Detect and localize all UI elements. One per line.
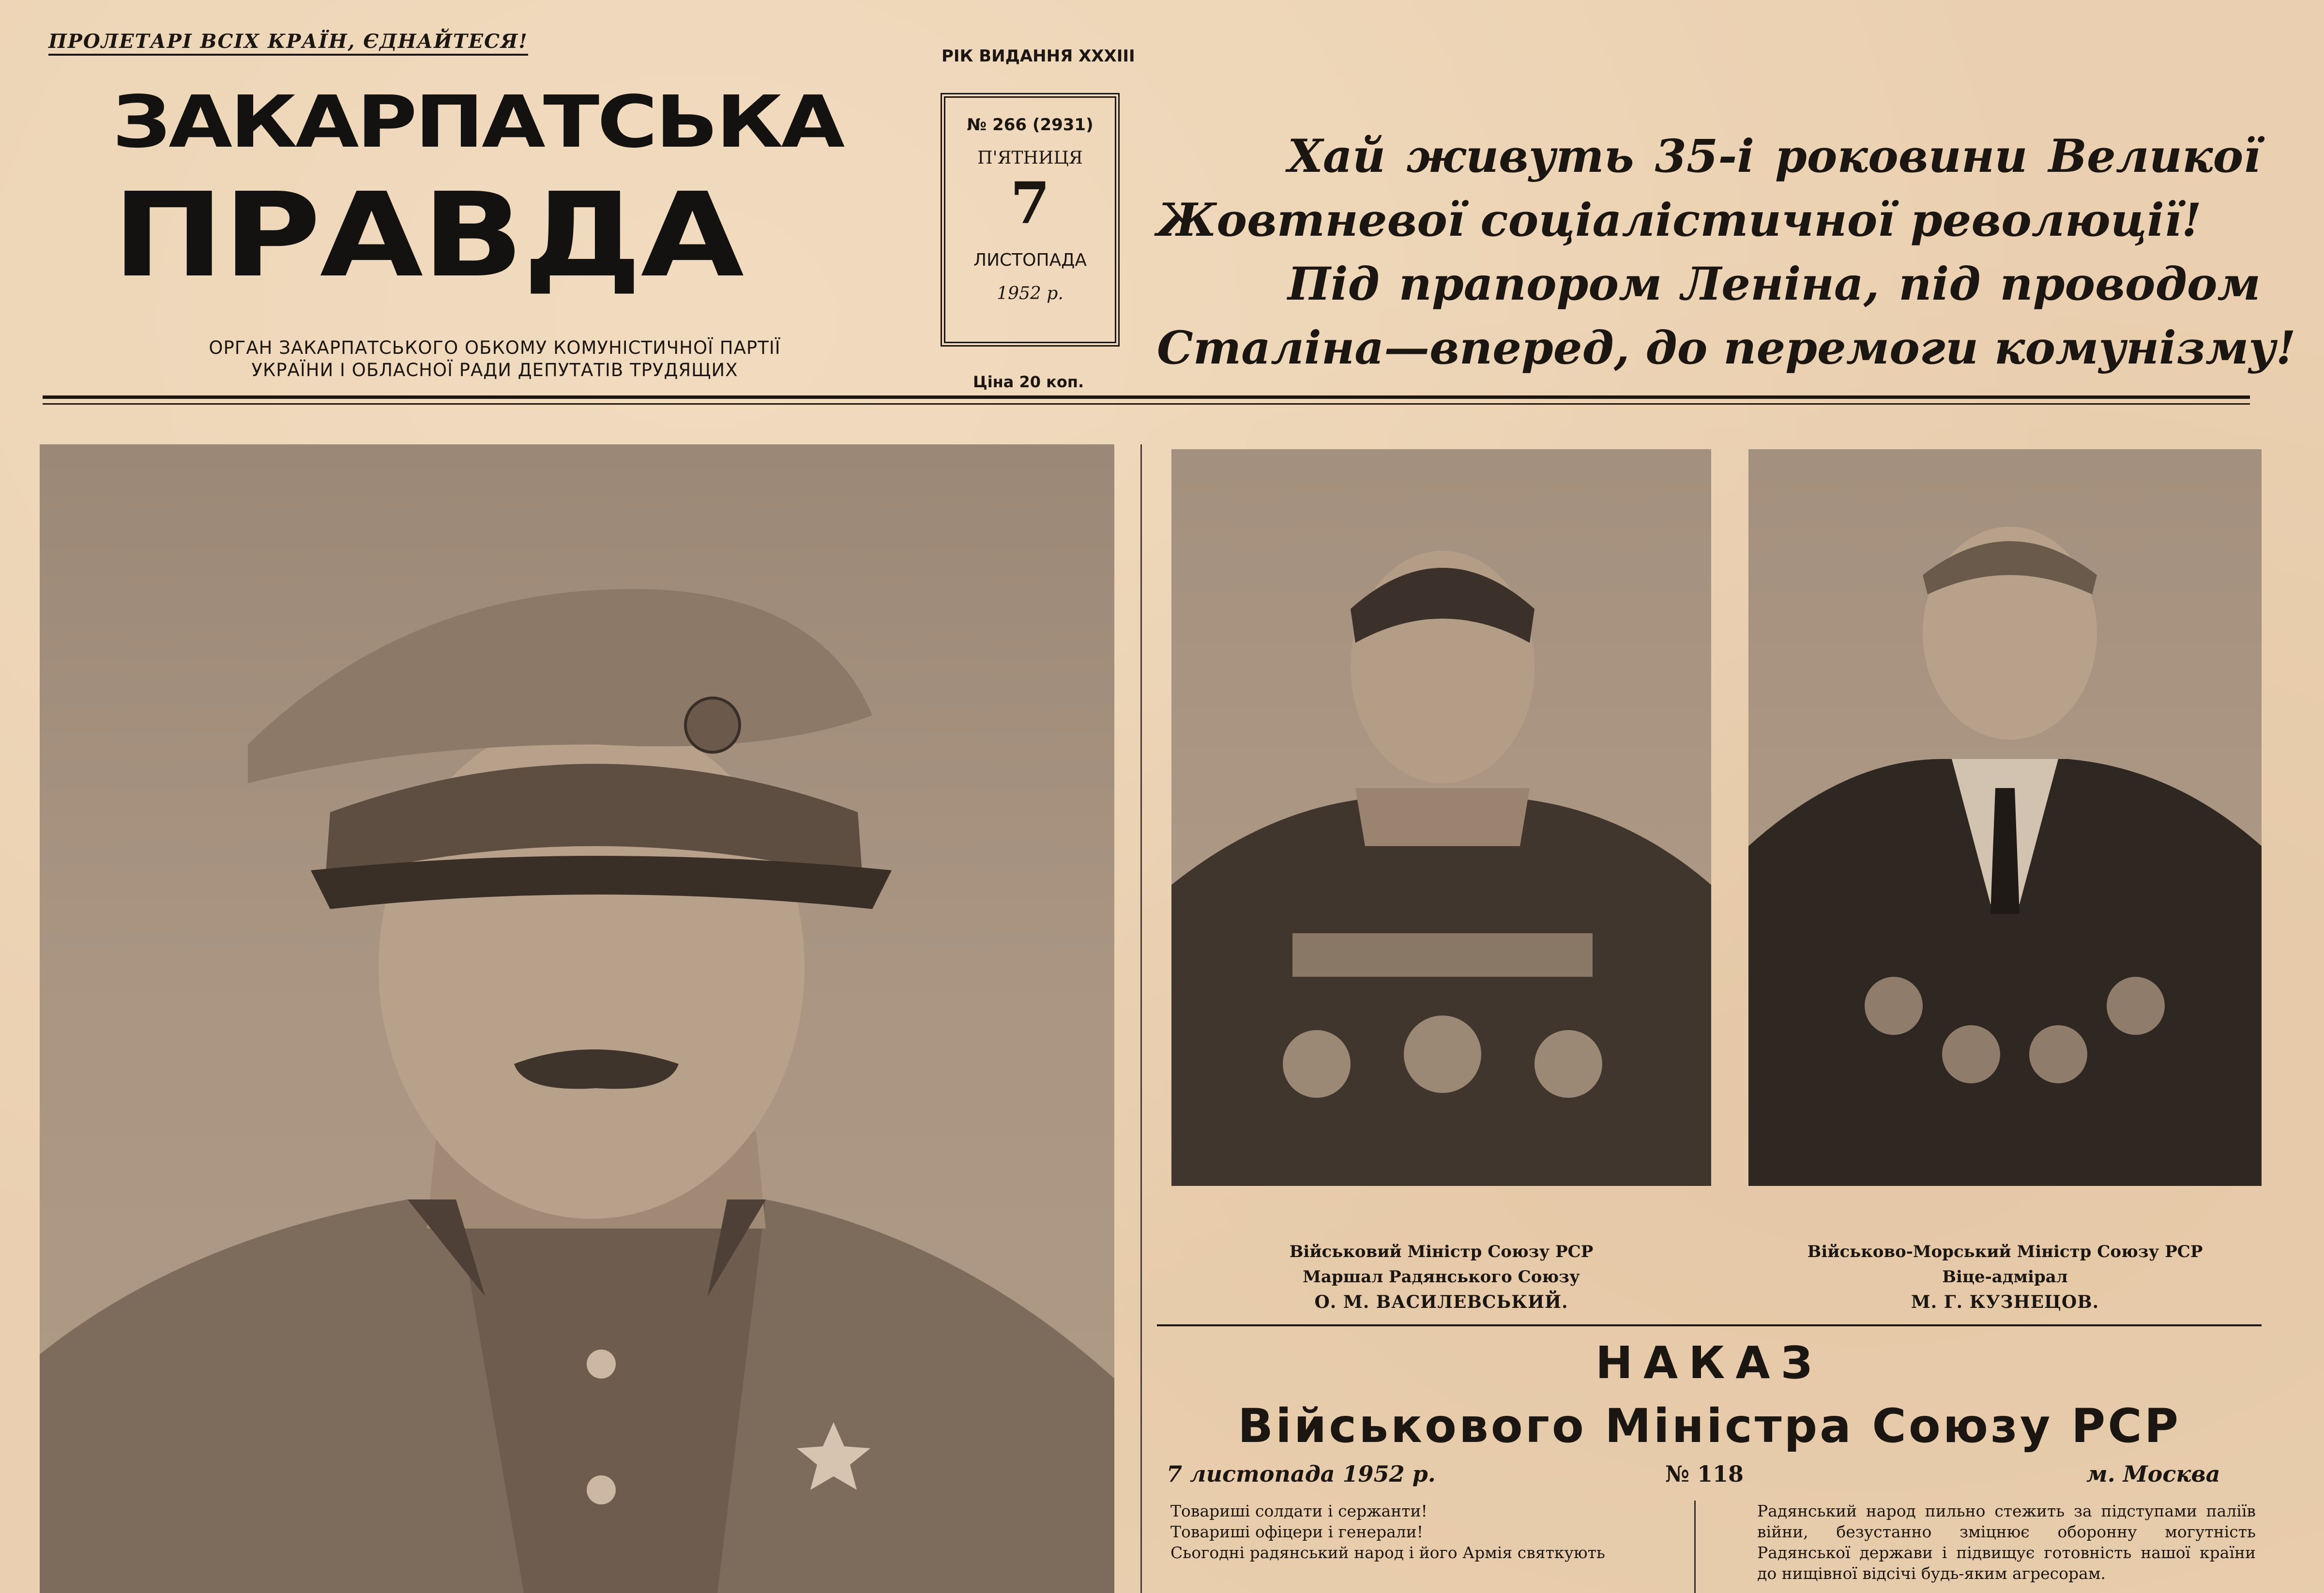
kuznetsov-portrait-photo [1748,449,2262,1186]
kuznetsov-caption-name: М. Г. КУЗНЕЦОВ. [1911,1292,2099,1312]
newspaper-title-line1: ЗАКАРПАТСЬКА [112,80,843,164]
order-column-divider [1694,1501,1696,1593]
order-column-1 [1170,1501,1679,1563]
column-divider [1140,444,1142,1593]
vasilevsky-illustration [1171,449,1711,1186]
vasilevsky-caption-name: О. М. ВАСИЛЕВСЬКИЙ. [1314,1292,1568,1312]
order-paragraph: Сьогодні радянський народ і його Армія святкують [1170,1543,1605,1562]
header-rule-thin [43,403,2250,405]
order-section-rule [1157,1324,2262,1326]
kuznetsov-caption [1748,1239,2262,1315]
portrait-illustration [40,444,1114,1593]
kuznetsov-caption-rank: Віце-адмірал [1942,1267,2068,1287]
slogan-line-3: Під прапором Леніна, під проводом [1288,258,2261,311]
masthead-motto: ПРОЛЕТАРІ ВСІХ КРАЇН, ЄДНАЙТЕСЯ! [48,30,528,56]
issue-date-box [941,93,1120,347]
issue-month: ЛИСТОПАДА [973,250,1087,270]
issue-year: 1952 р. [997,284,1063,303]
order-paragraph: Товариші солдати і сержанти! [1170,1502,1428,1520]
issue-weekday: П'ЯТНИЦЯ [977,148,1083,168]
vasilevsky-portrait-photo [1171,449,1711,1186]
order-city: м. Москва [2086,1461,2220,1487]
vasilevsky-caption [1171,1239,1711,1315]
organ-line-1: ОРГАН ЗАКАРПАТСЬКОГО ОБКОМУ КОМУНІСТИЧНОЇ ПАРТІЇ [209,337,781,358]
issue-price: Ціна 20 коп. [973,373,1084,391]
order-number: № 118 [1665,1461,1744,1487]
organ-line-2: УКРАЇНИ І ОБЛАСНОЇ РАДИ ДЕПУТАТІВ ТРУДЯЩИХ [251,360,738,380]
newspaper-title-line2: ПРАВДА [112,167,743,303]
order-heading: НАКАЗ [1595,1337,1823,1389]
order-paragraph: Радянський народ пильно стежить за підступами паліїв війни, безустанно зміцнює оборонну могутність Радянської держави і підвищує готовність нашої країни до нищівної відсічі будь-яким агресорам. [1757,1502,2256,1583]
issue-number: № 266 (2931) [967,115,1094,135]
order-subheading: Військового Міністра Союзу РСР [1237,1399,2181,1453]
vasilevsky-caption-title: Військовий Міністр Союзу РСР [1289,1242,1594,1261]
year-of-issue: РІК ВИДАННЯ XXXIII [942,46,1135,66]
order-date: 7 листопада 1952 р. [1167,1461,1436,1487]
slogan-line-2: Жовтневої соціалістичної революції! [1157,194,2202,247]
slogan-line-1: Хай живуть 35-і роковини Великої [1288,130,2261,183]
publisher-organ [107,337,882,381]
kuznetsov-caption-title: Військово-Морський Міністр Союзу РСР [1807,1242,2203,1261]
slogan-line-4: Сталіна—вперед, до перемоги комунізму! [1157,321,2296,375]
main-portrait-photo [40,444,1114,1593]
order-paragraph: Товариші офіцери і генерали! [1170,1522,1423,1541]
kuznetsov-illustration [1748,449,2262,1186]
issue-day: 7 [1010,169,1050,237]
header-rule [43,395,2250,399]
order-column-2 [1757,1501,2256,1584]
vasilevsky-caption-rank: Маршал Радянського Союзу [1303,1267,1580,1287]
